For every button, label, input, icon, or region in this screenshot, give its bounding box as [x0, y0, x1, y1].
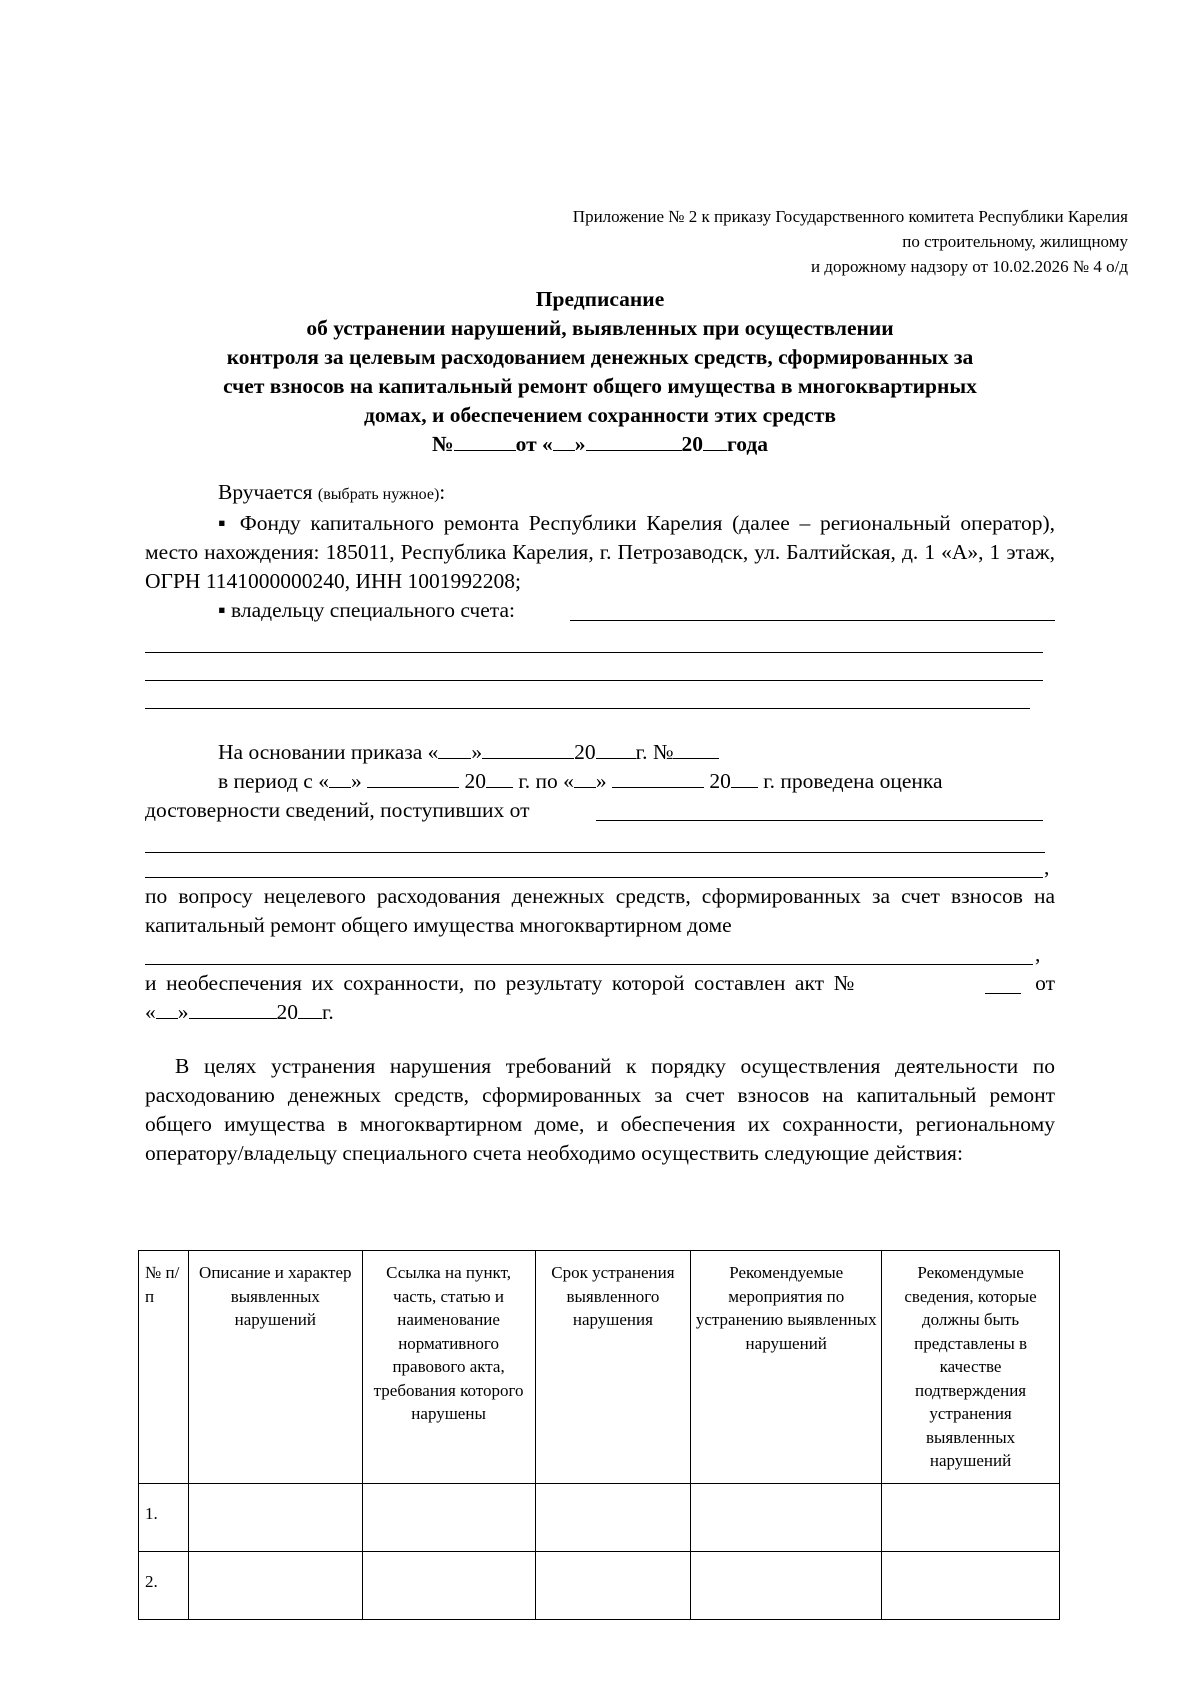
quote-close: »: [574, 432, 586, 456]
month-blank[interactable]: [586, 431, 682, 451]
order-day-blank[interactable]: [438, 739, 471, 759]
year-prefix: 20: [681, 432, 704, 456]
address-line: [145, 940, 1055, 969]
header-evidence: Рекомендумые сведения, которые должны быть представлены в качестве подтверждения устранения выявленных нарушений: [882, 1251, 1060, 1484]
header-description: Описание и характер выявленных нарушений: [188, 1251, 362, 1484]
act-from: от: [1035, 971, 1055, 995]
title-line: об устранении нарушений, выявленных при осуществлении: [306, 316, 894, 340]
question-paragraph: по вопросу нецелевого расходования денежных средств, сформированных за счет взносов на капитальный ремонт общего имущества многоквартирном доме: [145, 884, 1055, 937]
table-cell[interactable]: [188, 1551, 362, 1619]
owner-blank-line[interactable]: [145, 681, 1030, 709]
actions-table: [138, 1250, 1060, 1620]
period-day-blank[interactable]: [329, 768, 351, 788]
table-cell[interactable]: [535, 1551, 691, 1619]
table-cell[interactable]: [691, 1551, 882, 1619]
header-measures: Рекомендуемые мероприятия по устранению выявленных нарушений: [691, 1251, 882, 1484]
delivery-label-line: [145, 478, 1055, 509]
colon: :: [439, 480, 446, 504]
from-text: от «: [515, 432, 553, 456]
period-month2-blank[interactable]: [612, 768, 704, 788]
table-row: [139, 1551, 1060, 1619]
period-year2-blank[interactable]: [731, 768, 758, 788]
number-sign: №: [432, 432, 454, 456]
header-deadline: Срок устранения выявленного нарушения: [535, 1251, 691, 1484]
table-header-row: [139, 1251, 1060, 1484]
table-cell[interactable]: [691, 1483, 882, 1551]
delivery-note: (выбрать нужное): [317, 486, 440, 503]
basis-section: [145, 738, 1055, 1027]
act-line: [145, 969, 1055, 998]
number-blank[interactable]: [454, 431, 516, 451]
title-line: домах, и обеспечением сохранности этих средств: [363, 403, 836, 427]
order-month-blank[interactable]: [482, 739, 574, 759]
header-number: № п/п: [139, 1251, 189, 1484]
table-cell[interactable]: [882, 1551, 1060, 1619]
comma: ,: [1044, 855, 1050, 879]
order-year-blank[interactable]: [596, 739, 636, 759]
header-reference: Ссылка на пункт, часть, статью и наименование нормативного правового акта, требования которого нарушены: [362, 1251, 535, 1484]
title-heading: Предписание: [535, 287, 665, 311]
year-blank[interactable]: [703, 431, 727, 451]
quote-close: »: [595, 769, 607, 793]
purpose-section: [145, 1052, 1055, 1168]
source-end-line: [145, 853, 1055, 882]
reliability-text: достоверности сведений, поступивших от: [145, 798, 530, 822]
owner-blank-line[interactable]: [145, 653, 1043, 681]
period-year: 20: [464, 769, 486, 793]
comma: ,: [1035, 942, 1041, 966]
act-day-blank[interactable]: [156, 999, 178, 1019]
period-to: г. по «: [518, 769, 574, 793]
table-row: [139, 1483, 1060, 1551]
source-blank[interactable]: [596, 801, 1043, 821]
act-year: 20: [276, 1000, 298, 1024]
order-line: [145, 738, 1055, 767]
appendix-note: [573, 204, 1128, 279]
act-date-line: [145, 998, 1055, 1027]
period-line: [145, 767, 1055, 796]
appendix-line: и дорожному надзору от 10.02.2026 № 4 о/д: [810, 257, 1128, 276]
appendix-line: Приложение № 2 к приказу Государственного комитета Республики Карелия: [572, 207, 1128, 226]
purpose-paragraph: В целях устранения нарушения требований к порядку осуществления деятельности по расходованию денежных средств, сформированных за счет взносов на капитальный ремонт общего имущества в многоквартирном доме, и обеспечения их сохранности, региональному оператору/владельцу специального счета необходимо осуществить следующие действия:: [145, 1054, 1055, 1165]
period-end: г. проведена оценка: [763, 769, 943, 793]
source-blank-line[interactable]: [145, 858, 1043, 878]
delivery-label: Вручается: [218, 480, 313, 504]
owner-line: [145, 596, 1055, 625]
table-cell[interactable]: [188, 1483, 362, 1551]
title-line: контроля за целевым расходованием денежных средств, сформированных за: [226, 345, 974, 369]
address-blank[interactable]: [145, 945, 1033, 965]
title-line: счет взносов на капитальный ремонт общего имущества в многоквартирных: [223, 374, 977, 398]
act-year-blank[interactable]: [298, 999, 322, 1019]
owner-blank[interactable]: [570, 601, 1055, 621]
row-number: 2.: [139, 1551, 189, 1619]
act-month-blank[interactable]: [189, 999, 277, 1019]
quote-close: »: [471, 740, 483, 764]
act-number-blank[interactable]: [985, 974, 1021, 994]
year-suffix: года: [727, 432, 768, 456]
order-prefix: На основании приказа «: [218, 740, 439, 764]
order-number-blank[interactable]: [673, 739, 719, 759]
table-cell[interactable]: [882, 1483, 1060, 1551]
title-number-line: [0, 430, 1200, 459]
table-cell[interactable]: [535, 1483, 691, 1551]
order-year: 20: [574, 740, 596, 764]
act-g: г.: [322, 1000, 334, 1024]
owner-blank-line[interactable]: [145, 625, 1043, 653]
document-title: [0, 285, 1200, 459]
source-blank-line[interactable]: [145, 825, 1045, 853]
owner-label: ▪ владельцу специального счета:: [218, 598, 515, 622]
fund-paragraph: ▪ Фонду капитального ремонта Республики Карелия (далее – региональный оператор), место нахождения: 185011, Республика Карелия, г. Петрозаводск, ул. Балтийская, д. 1 «А», 1 этаж, ОГРН 1141000000240, ИНН 1001992208;: [145, 511, 1055, 593]
quote-open: «: [145, 1000, 156, 1024]
period-year2: 20: [709, 769, 731, 793]
quote-close: »: [177, 1000, 189, 1024]
day-blank[interactable]: [553, 431, 575, 451]
nonprovision-text: и необеспечения их сохранности, по результату которой составлен акт №: [145, 971, 855, 995]
row-number: 1.: [139, 1483, 189, 1551]
reliability-line: [145, 796, 1055, 825]
delivery-section: [145, 478, 1055, 709]
period-year-blank[interactable]: [486, 768, 513, 788]
appendix-line: по строительному, жилищному: [902, 232, 1128, 251]
period-prefix: в период с «: [218, 769, 329, 793]
table-cell[interactable]: [362, 1551, 535, 1619]
quote-close: »: [350, 769, 362, 793]
period-month-blank[interactable]: [367, 768, 459, 788]
period-day2-blank[interactable]: [574, 768, 596, 788]
order-g: г. №: [635, 740, 674, 764]
table-cell[interactable]: [362, 1483, 535, 1551]
